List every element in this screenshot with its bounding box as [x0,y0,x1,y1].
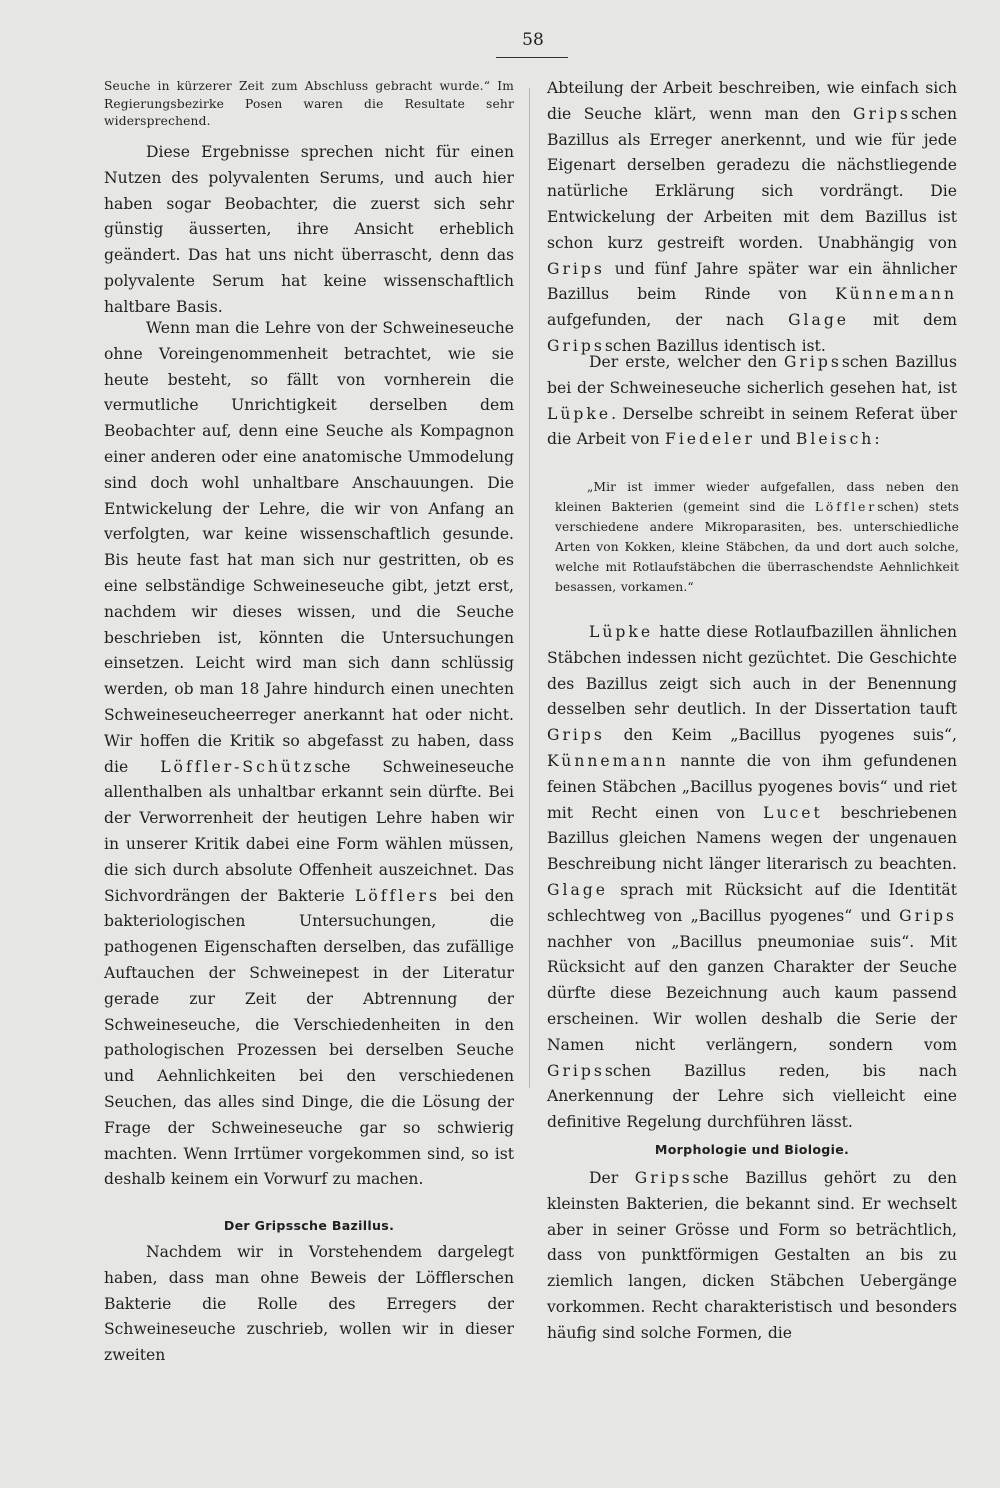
author-name: Grips [547,1061,605,1080]
author-name: Künnemann [547,751,669,770]
author-name: Grips [547,726,605,745]
author-name: Glage [547,880,608,899]
paragraph-serum-results: Diese Ergebnisse sprechen nicht für einen Nutzen des polyvalenten Serums, und auch hier haben sogar Beobachter, die zuerst sich sehr günstig äusserten, ihre Ansicht erheblich geändert. Das hat uns nicht überrascht, denn das polyvalente Serum hat keine wissenschaftlich haltbare Basis. [104,143,514,316]
author-name: Grips [783,353,842,371]
author-name: Grips [547,259,605,278]
text-run: und fünf Jahre später war ein ähnlicher Bazillus beim Rinde von [547,259,957,304]
column-divider [529,88,530,1088]
author-name: Löffler [814,499,878,514]
author-name: Lüpke [547,404,612,423]
author-name: Grips [547,336,605,355]
text-run: „Mir ist immer wieder aufgefallen, dass neben den kleinen Bakterien (gemeint sind die [555,480,959,514]
author-name: Grips [899,906,957,925]
text-run: . Derselbe schreibt in seinem Referat über die Arbeit von [547,404,957,449]
paragraph-luepke-observation [547,350,957,453]
text-run: beschriebenen Bazillus gleichen Namens wegen der ungenauen Beschreibung nicht länger literarisch zu beachten. [547,803,957,874]
page-number: 58 [522,30,544,50]
author-name: Lüpke [589,623,654,641]
text-run: Der [589,1169,635,1187]
text-run: Der erste, welcher den [589,353,784,371]
author-name: Grips [634,1169,693,1187]
text-run: sprach mit Rücksicht auf die Identität schlechtweg von „Bacillus pyogenes“ und [547,880,957,925]
text-run: : [874,430,880,449]
paragraph-continuation [547,76,957,360]
text-run: bei den bakteriologischen Untersuchungen, die pathogenen Eigenschaften derselben, das zufällige Auftauchen der Schweinepest in der Literatur gerade zur Zeit der Abtrennung der Schweineseuche, die Verschiedenheiten in den pathologischen Prozessen bei derselben Seuche und Aehnlichkeiten bei den verschiedenen Seuchen, das alles sind Dinge, die die Lösung der Frage der Schweineseuche gar so schwierig machten. Wenn Irrtümer vorgekommen sind, so ist deshalb keinem ein Vorwurf zu machen. [104,886,514,1189]
section-heading-gripsscher-bazillus: Der Gripssche Bazillus. [223,1218,395,1233]
author-name: Löffler-Schütz [160,757,315,776]
text-run: schen) stets verschiedene andere Mikroparasiten, bes. unterschiedliche Arten von Kokken, kleine Stäbchen, da und dort auch solche, welche mit Rotlaufstäbchen die überraschendste Aehnlichkeit besassen, vorkamen.“ [555,499,960,594]
author-name: Künnemann [835,285,957,304]
text-run: nannte die von ihm gefundenen feinen Stäbchen „Bacillus pyogenes bovis“ und riet mit Recht einen von [547,751,957,822]
author-name: Grips [853,104,911,123]
paragraph-morphology [547,1166,957,1347]
text-run: aufgefunden, der nach [547,311,789,330]
text-run: den Keim „Bacillus pyogenes suis“, [604,726,957,745]
author-name: Fiedeler [665,430,755,449]
text-run: schen Bazillus als Erreger anerkennt, und wie für jede Eigenart derselben geradezu die nächstliegende natürliche Erklärung sich vordrängt. Die Entwickelung der Arbeiten mit dem Bazillus ist schon kurz gestreift worden. Unabhängig von [547,104,957,252]
text-run: mit dem [849,311,958,330]
text-run: schen Bazillus identisch ist. [604,336,826,355]
author-name: Lucet [763,803,823,822]
text-run: Abteilung der Arbeit beschreiben, wie einfach sich die Seuche klärt, wenn man den [547,79,957,123]
author-name: Löfflers [355,886,440,905]
paragraph-section-intro: Nachdem wir in Vorstehendem dargelegt haben, dass man ohne Beweis der Löfflerschen Bakterie die Rolle des Erregers der Schweineseuche zuschrieb, wollen wir in dieser zweiten [104,1243,514,1365]
paragraph-schweineseuche-critique [104,316,514,1193]
text-run: sche Schweineseuche allenthalben als unhaltbar erkannt sein dürfte. Bei der Verworrenheit der heutigen Lehre haben wir in unserer Kritik dabei eine Form wählen müssen, die sich durch absolute Offenheit auszeichnet. Das Sichvordrängen der Bakterie [104,757,514,905]
text-run: Wenn man die Lehre von der Schweineseuche ohne Voreingenommenheit betrachtet, wie sie heute besteht, so fällt von vornherein die vermutliche Unrichtigkeit derselben dem Beobachter auf, denn eine Seuche als Kompagnon einer anderen oder eine anatomische Ummodelung sind doch wohl unhaltbare Anschauungen. Die Entwickelung der Lehre, die wir von Anfang an verfolgten, war keine wissenschaftlich gesunde. Bis heute fast hat man sich nur gestritten, ob es eine selbständige Schweineseuche gibt, jetzt erst, nachdem wir dieses wissen, und die Seuche beschrieben ist, könnten die Untersuchungen einsetzen. Leicht wird man sich dann schlüssig werden, ob man 18 Jahre hindurch einen unechten Schweineseucheerreger anerkannt hat oder nicht. Wir hoffen die Kritik so abgefasst zu haben, dass die [104,319,514,776]
text-run: und [754,430,796,449]
text-run: hatte diese Rotlaufbazillen ähnlichen Stäbchen indessen nicht gezüchtet. Die Geschichte des Bazillus zeigt sich auch in der Benennung desselben sehr deutlich. In der Dissertation tauft [547,623,957,719]
author-name: Bleisch [795,430,875,449]
text-run: nachher von „Bacillus pneumoniae suis“. Mit Rücksicht auf den ganzen Charakter der Seuche dürfte diese Bezeichnung auch kaum passend erscheinen. Wir wollen deshalb die Serie der Namen nicht verlängern, sondern vom [547,932,957,1054]
text-run: sche Bazillus gehört zu den kleinsten Bakterien, die bekannt sind. Er wechselt aber in seiner Grösse und Form so beträchtlich, dass von punktförmigen Gestalten an bis zu ziemlich langen, dicken Stäbchen Uebergänge vorkommen. Recht charakteristisch und besonders häufig sind solche Formen, die [547,1169,957,1342]
paragraph-naming-history [547,620,957,1136]
text-run: schen Bazillus reden, bis nach Anerkennung der Lehre sich vielleicht eine definitive Regelung durchführen lässt. [547,1061,957,1132]
text-run: schen Bazillus bei der Schweineseuche sicherlich gesehen hat, ist [547,353,957,397]
block-quote [555,478,959,597]
author-name: Glage [788,311,850,330]
continuation-paragraph: Seuche in kürzerer Zeit zum Abschluss gebracht wurde.“ Im Regierungsbezirke Posen waren die Resultate sehr widersprechend. [104,79,514,129]
page-number-rule [496,57,568,58]
section-heading-morphologie: Morphologie und Biologie. [654,1142,850,1157]
